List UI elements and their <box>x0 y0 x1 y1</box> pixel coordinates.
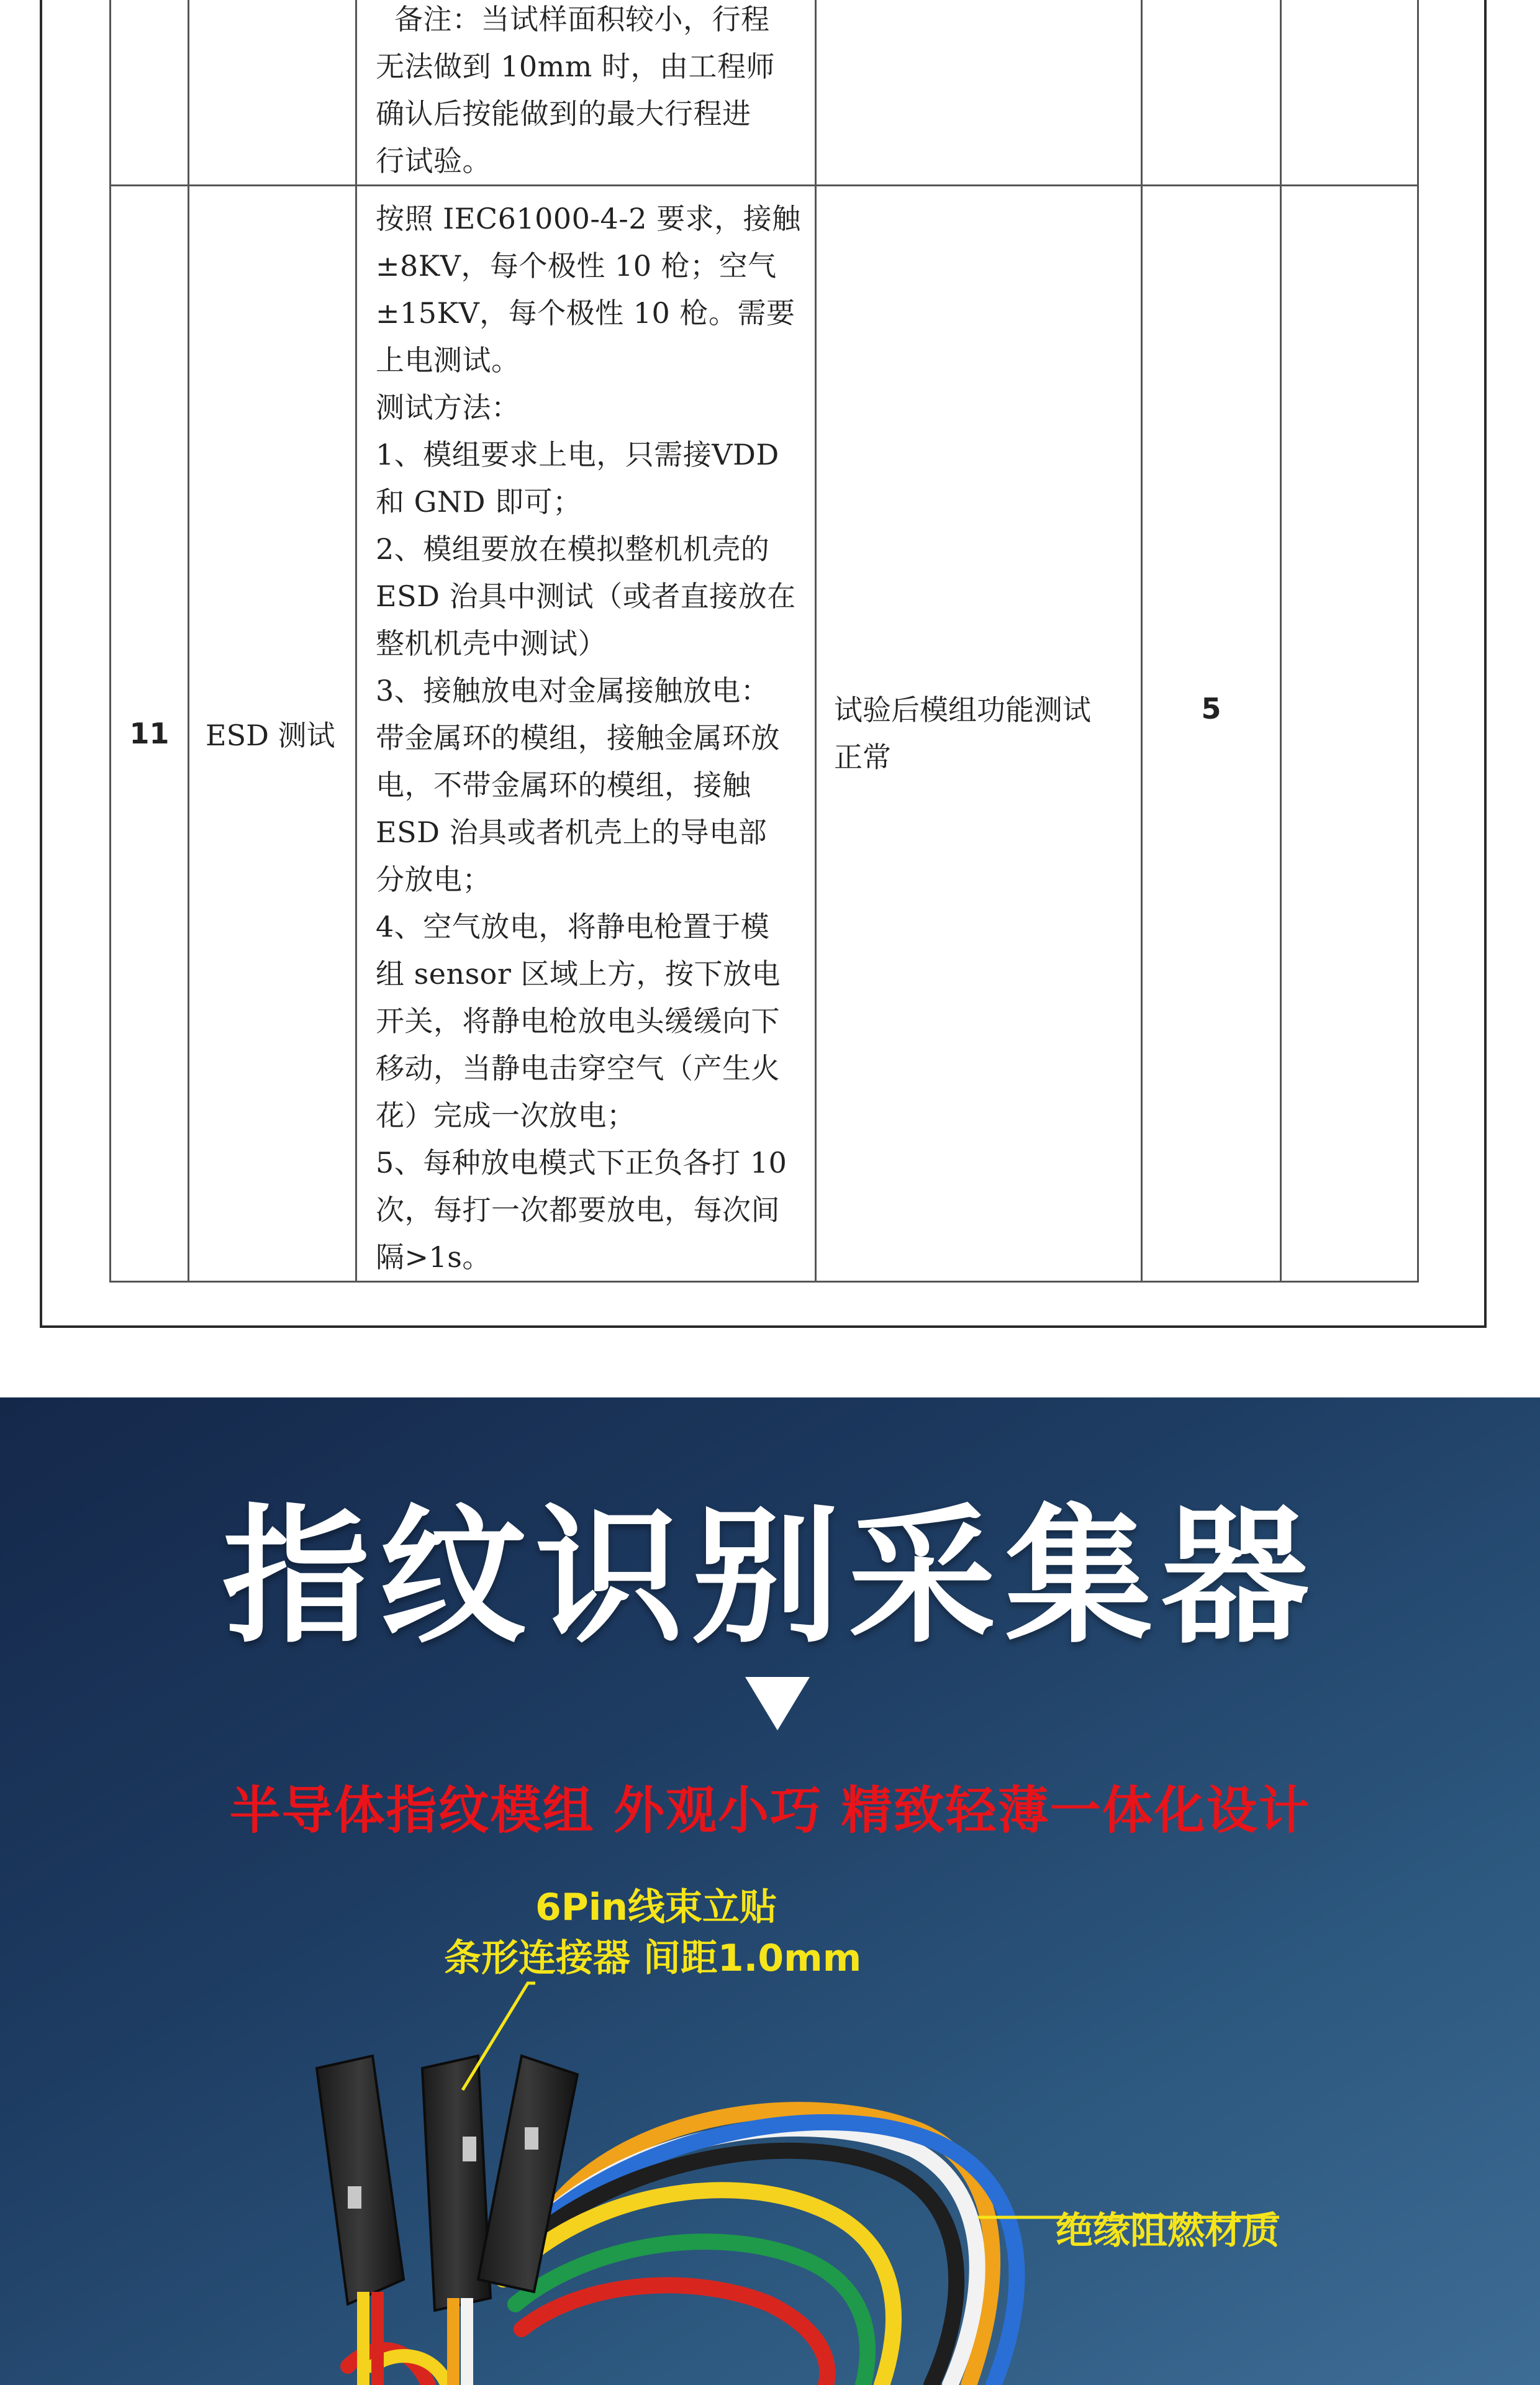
description-line: ESD 治具中测试（或者直接放在 <box>376 579 796 613</box>
description-line: 3、接触放电对金属接触放电： <box>376 674 770 707</box>
description-line: 移动，当静电击穿空气（产生火 <box>376 1052 780 1085</box>
test-spec-table <box>109 0 1419 1283</box>
table-row-previous <box>111 0 1418 186</box>
description-line: 1、模组要求上电，只需接VDD <box>376 438 779 471</box>
description-line: 组 sensor 区域上方，按下放电 <box>376 957 781 991</box>
description-line: 电，不带金属环的模组，接触 <box>376 768 751 802</box>
insulation-label: 绝缘阻燃材质 <box>1056 2209 1279 2253</box>
description-line: 2、模组要放在模拟整机机壳的 <box>376 532 770 566</box>
prev-note-line: 无法做到 10mm 时，由工程师 <box>376 50 776 83</box>
description-line: 整机机壳中测试） <box>376 627 607 660</box>
product-title: 指纹识别采集器 <box>222 1491 1318 1663</box>
description-line: 次，每打一次都要放电，每次间 <box>376 1193 780 1227</box>
prev-note-line: 行试验。 <box>376 144 491 178</box>
description-line: 隔>1s。 <box>376 1240 491 1274</box>
description-line: 开关，将静电枪放电头缓缓向下 <box>376 1004 780 1038</box>
result-line: 正常 <box>834 740 891 774</box>
prev-result-cell <box>816 0 1142 186</box>
prev-description-cell <box>356 0 816 186</box>
prev-name-cell <box>189 0 356 186</box>
result-line: 试验后模组功能测试 <box>834 693 1091 727</box>
sample-quantity: 5 <box>1142 186 1281 1282</box>
connector-label-line2: 条形连接器 间距1.0mm <box>444 1937 862 1980</box>
description-line: 4、空气放电，将静电枪置于模 <box>376 910 770 943</box>
prev-remark-cell <box>1281 0 1418 186</box>
description-line: 5、每种放电模式下正负各打 10 <box>376 1146 787 1179</box>
connector-housings <box>317 2056 578 2385</box>
down-arrow-icon <box>745 1677 810 1730</box>
description-line: ±15KV，每个极性 10 枪。需要 <box>376 296 795 330</box>
connector-pin <box>525 2127 538 2150</box>
description-line: 按照 IEC61000-4-2 要求，接触 <box>376 202 801 235</box>
connector-pin <box>463 2137 476 2161</box>
product-subtitle: 半导体指纹模组 外观小巧 精致轻薄一体化设计 <box>229 1781 1311 1840</box>
test-description <box>356 186 816 1282</box>
description-line: 分放电； <box>376 863 491 896</box>
wire-red <box>522 2285 827 2385</box>
description-line: ESD 治具或者机壳上的导电部 <box>376 815 768 849</box>
description-line: ±8KV，每个极性 10 枪；空气 <box>376 249 777 283</box>
prev-note-line: 确认后按能做到的最大行程进 <box>376 97 751 130</box>
prev-note-line: 备注：当试样面积较小，行程 <box>394 2 770 36</box>
row-index: 11 <box>111 186 189 1282</box>
test-name: ESD 测试 <box>189 186 356 1282</box>
product-banner <box>0 1397 1540 2385</box>
connector-housing <box>478 2056 578 2292</box>
description-line: 上电测试。 <box>376 343 520 377</box>
connector-pin <box>348 2186 361 2209</box>
description-line: 测试方法： <box>376 391 520 424</box>
prev-index-cell <box>111 0 189 186</box>
remark-cell <box>1281 186 1418 1282</box>
connector-housing <box>317 2056 404 2304</box>
wire-green <box>515 2242 867 2385</box>
prev-quantity-cell <box>1142 0 1281 186</box>
connector-label-line1: 6Pin线束立贴 <box>535 1886 777 1929</box>
description-line: 和 GND 即可； <box>376 485 582 519</box>
description-line: 带金属环的模组，接触金属环放 <box>376 721 780 755</box>
test-result <box>816 186 1142 1282</box>
description-line: 花）完成一次放电； <box>376 1099 636 1132</box>
table-row-11 <box>111 186 1418 1282</box>
